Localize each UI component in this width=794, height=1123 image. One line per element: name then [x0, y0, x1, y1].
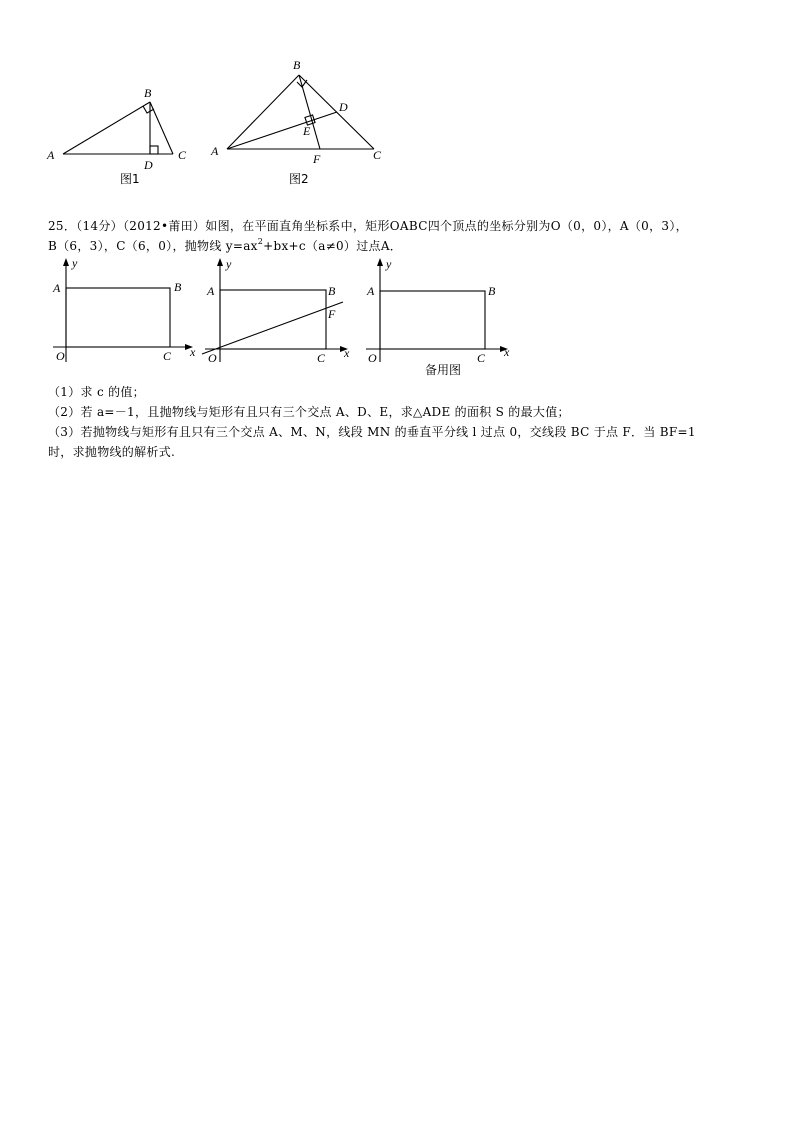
side-ab — [227, 75, 299, 149]
label-o: O — [208, 351, 217, 365]
label-c: C — [373, 148, 382, 162]
part-3: （3）若抛物线与矩形有且只有三个交点 A、M、N，线段 MN 的垂直平分线 l 过点 0，交线段 BC 于点 F．当 BF=1 — [48, 425, 696, 439]
question-line-1 — [48, 216, 758, 236]
question-line-2b: +bx+c（a≠0）过点A． — [263, 239, 403, 253]
question-line-2a: B（6，3），C（6，0），抛物线 y=ax — [48, 239, 258, 253]
label-f: F — [313, 152, 321, 166]
exponent: 2 — [257, 237, 264, 246]
figure-b — [195, 255, 365, 370]
figure-c-caption: 备用图 — [425, 363, 462, 377]
y-axis-arrow — [63, 258, 69, 266]
figure-a — [45, 255, 205, 370]
label-e: E — [303, 124, 311, 138]
question-line-2 — [48, 236, 758, 256]
label-y: y — [226, 257, 232, 271]
figure-c-backup — [360, 255, 520, 380]
label-c: C — [178, 148, 187, 162]
question-intro-text: 如图，在平面直角坐标系中，矩形OABC四个顶点的坐标分别为O（0，0），A（0，3）， — [205, 219, 688, 233]
rectangle-oabc — [220, 290, 326, 349]
label-c: C — [317, 351, 326, 365]
rectangle-oabc — [66, 288, 170, 347]
label-y: y — [386, 257, 392, 271]
label-o: O — [56, 349, 65, 363]
label-b: B — [488, 284, 496, 298]
segment-ad — [227, 112, 337, 149]
label-a: A — [207, 284, 215, 298]
part-3-continued: 时，求抛物线的解析式. — [48, 445, 176, 459]
label-d: D — [339, 100, 348, 114]
y-axis-arrow — [377, 258, 383, 266]
side-ab — [63, 102, 150, 154]
label-o: O — [368, 351, 377, 365]
line-of — [202, 302, 343, 354]
label-x: x — [190, 345, 196, 359]
part-2: （2）若 a=－1，且抛物线与矩形有且只有三个交点 A、D、E，求△ADE 的面积 S 的最大值； — [48, 405, 570, 419]
question-number: 25． — [48, 219, 77, 233]
label-f: F — [328, 307, 336, 321]
label-a: A — [211, 144, 219, 158]
label-b: B — [293, 58, 301, 72]
label-a: A — [53, 281, 61, 295]
label-x: x — [344, 346, 350, 360]
label-y: y — [72, 256, 78, 270]
label-c: C — [163, 349, 172, 363]
label-b: B — [328, 284, 336, 298]
y-axis-arrow — [217, 258, 223, 266]
label-d: D — [144, 158, 153, 172]
figure-1-caption: 图1 — [120, 172, 140, 186]
label-c: C — [477, 351, 486, 365]
label-b: B — [144, 86, 152, 100]
figure-2-caption: 图2 — [289, 172, 309, 186]
label-a: A — [47, 148, 55, 162]
part-1: （1）求 c 的值； — [48, 385, 145, 399]
question-parts — [48, 382, 758, 462]
question-score: （14分） — [76, 219, 123, 233]
rectangle-oabc — [380, 291, 485, 349]
label-a: A — [367, 284, 375, 298]
figure-1 — [40, 82, 200, 192]
question-intro — [48, 216, 758, 256]
label-b: B — [174, 280, 182, 294]
right-angle-mark-d — [150, 146, 158, 154]
label-x: x — [504, 345, 510, 359]
question-source: （2012•莆田） — [122, 219, 206, 233]
figure-2 — [200, 55, 400, 190]
